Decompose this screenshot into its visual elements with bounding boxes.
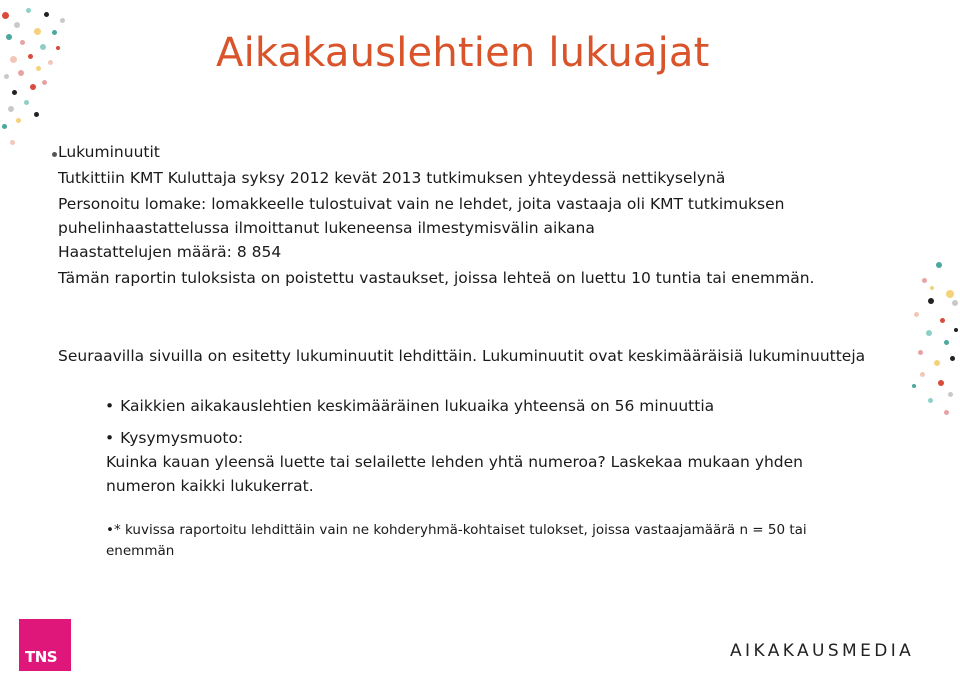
confetti-dot bbox=[30, 84, 36, 90]
confetti-dot bbox=[912, 384, 916, 388]
confetti-dot bbox=[60, 18, 65, 23]
paragraph-lukuminuutit: Lukuminuutit bbox=[58, 143, 160, 161]
confetti-dot bbox=[934, 360, 940, 366]
confetti-dot bbox=[44, 12, 49, 17]
paragraph-seuraavilla: Seuraavilla sivuilla on esitetty lukuminuutit lehdittäin. Lukuminuutit ovat keskimääräisiä lukuminuutteja bbox=[58, 347, 866, 365]
confetti-dot bbox=[18, 70, 24, 76]
confetti-dot bbox=[944, 340, 949, 345]
confetti-dot bbox=[56, 46, 60, 50]
confetti-dot bbox=[12, 90, 17, 95]
confetti-dot bbox=[938, 380, 944, 386]
confetti-dot bbox=[918, 350, 923, 355]
confetti-dot bbox=[930, 286, 934, 290]
confetti-dot bbox=[16, 118, 21, 123]
confetti-dot bbox=[922, 278, 927, 283]
question-text: Kuinka kauan yleensä luette tai selailette lehden yhtä numeroa? Laskekaa mukaan yhden numeron kaikki lukukerrat. bbox=[106, 453, 804, 495]
tns-logo bbox=[19, 619, 71, 671]
bullet-list bbox=[106, 394, 866, 498]
confetti-dot bbox=[954, 328, 958, 332]
confetti-dot bbox=[928, 398, 933, 403]
confetti-dot bbox=[40, 44, 46, 50]
confetti-dot bbox=[26, 8, 31, 13]
page-title: Aikakauslehtien lukuajat bbox=[216, 30, 710, 76]
confetti-dot bbox=[926, 330, 932, 336]
bullet-dot bbox=[52, 152, 57, 157]
paragraph-poistettu: Tämän raportin tuloksista on poistettu vastaukset, joissa lehteä on luettu 10 tuntia tai enemmän. bbox=[58, 269, 815, 287]
confetti-dot bbox=[14, 22, 20, 28]
confetti-dot bbox=[34, 112, 39, 117]
bullet-text-kysymysmuoto: Kysymysmuoto: bbox=[120, 429, 244, 447]
list-item bbox=[106, 394, 866, 418]
confetti-dot bbox=[948, 392, 953, 397]
confetti-dot bbox=[940, 318, 945, 323]
paragraph-personoitu: Personoitu lomake: lomakkeelle tulostuivat vain ne lehdet, joita vastaaja oli KMT tutkimuksen puhelinhaastattelussa ilmoittanut lukeneensa ilmestymisvälin aikana bbox=[58, 195, 785, 237]
confetti-dot bbox=[2, 12, 9, 19]
paragraph-haastattelujen: Haastattelujen määrä: 8 854 bbox=[58, 243, 282, 261]
confetti-dot bbox=[946, 290, 954, 298]
confetti-dot bbox=[10, 140, 15, 145]
confetti-dot bbox=[36, 66, 41, 71]
confetti-dot bbox=[28, 54, 33, 59]
confetti-dot bbox=[936, 262, 942, 268]
confetti-dot bbox=[20, 40, 25, 45]
confetti-dot bbox=[8, 106, 14, 112]
paragraph-tutkittiin: Tutkittiin KMT Kuluttaja syksy 2012 kevät 2013 tutkimuksen yhteydessä nettikyselynä bbox=[58, 169, 726, 187]
confetti-dot bbox=[10, 56, 17, 63]
confetti-dot bbox=[950, 356, 955, 361]
tns-logo-text: TNS bbox=[25, 648, 58, 666]
list-item bbox=[106, 426, 866, 450]
confetti-dot bbox=[952, 300, 958, 306]
confetti-dot bbox=[928, 298, 934, 304]
confetti-dot bbox=[920, 372, 925, 377]
confetti-dot bbox=[914, 312, 919, 317]
confetti-dot bbox=[6, 34, 12, 40]
confetti-dot bbox=[4, 74, 9, 79]
confetti-dot bbox=[48, 60, 53, 65]
footnote: •* kuvissa raportoitu lehdittäin vain ne kohderyhmä-kohtaiset tulokset, joissa vastaajamäärä n = 50 tai enemmän bbox=[106, 522, 807, 559]
confetti-dot bbox=[42, 80, 47, 85]
confetti-dot bbox=[52, 30, 57, 35]
confetti-dot bbox=[24, 100, 29, 105]
aikakausmedia-logo: AIKAKAUSMEDIA bbox=[730, 641, 915, 661]
confetti-dot bbox=[34, 28, 41, 35]
confetti-dot bbox=[2, 124, 7, 129]
confetti-dot bbox=[944, 410, 949, 415]
bullet-text-lukuaika: Kaikkien aikakauslehtien keskimääräinen lukuaika yhteensä on 56 minuuttia bbox=[120, 397, 715, 415]
